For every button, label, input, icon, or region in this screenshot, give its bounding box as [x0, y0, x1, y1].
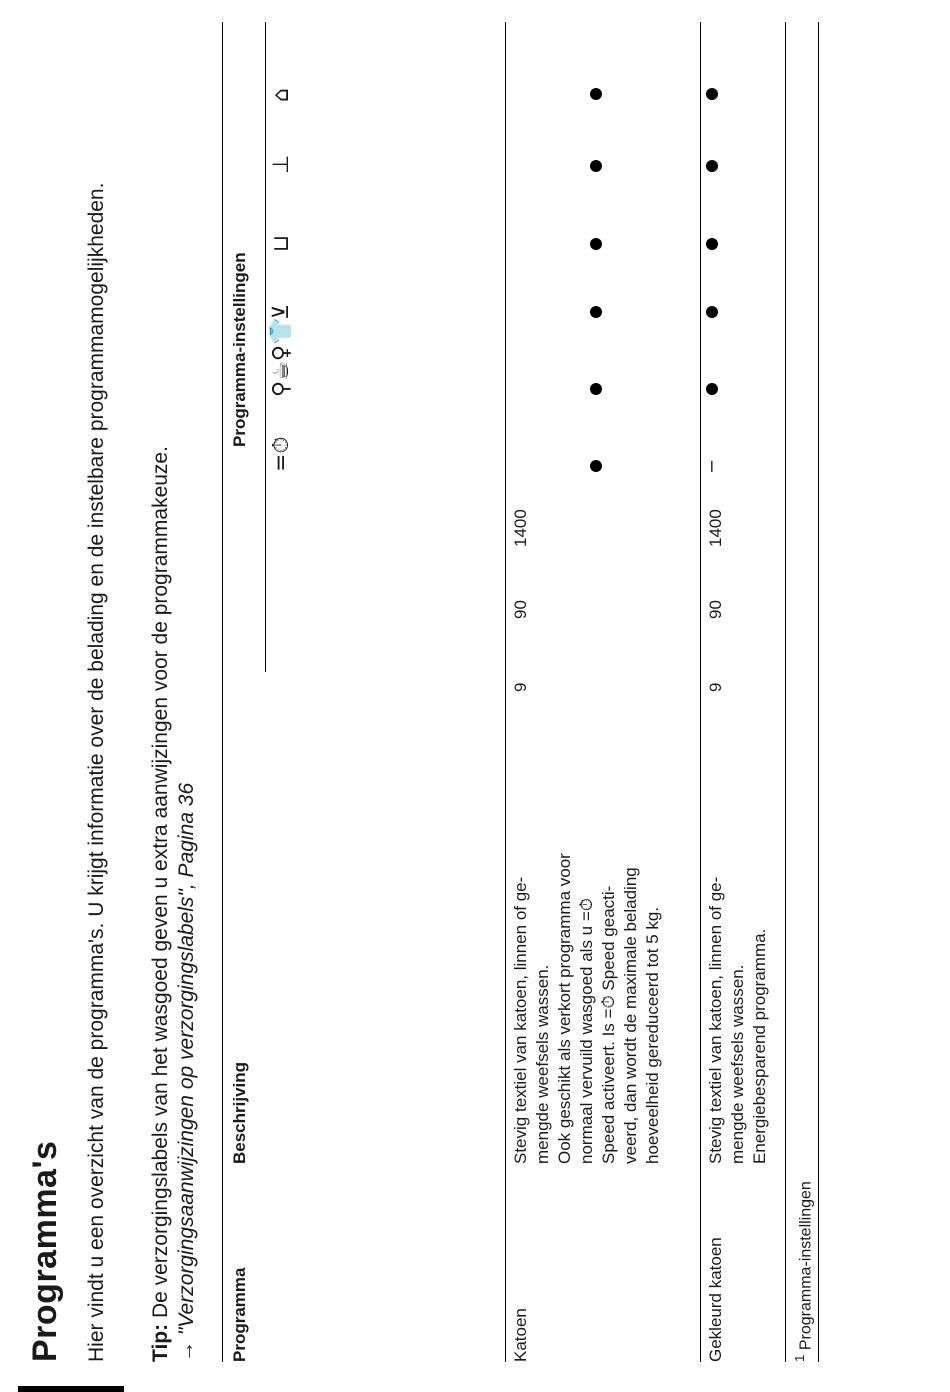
tip-block [148, 446, 200, 1362]
row-1-water-mark [590, 306, 602, 318]
row-1-beschrijving [510, 694, 664, 1164]
row-2-iron-mark [706, 88, 718, 100]
row-1-desc-line: hoeveelheid gereduceerd tot 5 kg. [643, 906, 662, 1164]
stain-prewash-icon: ⚲☕♀👕 [269, 317, 294, 397]
row-2-rinse-mark [706, 238, 718, 250]
row-1-desc-line: veerd, dan wordt de maximale belading [621, 867, 640, 1164]
tip-text: De verzorgingslabels van het wasgoed geven u extra aanwijzingen voor de programmakeuze. [149, 446, 172, 1324]
footnote [792, 1181, 815, 1362]
settings-header-rule [265, 22, 266, 672]
intro-text: Hier vindt u een overzicht van de programma's. U krijgt informatie over de belading en de instelbare programmamogelijkheden. [85, 182, 108, 1362]
row-1-speed-mark [590, 460, 602, 472]
header-beschrijving: Beschrijving [230, 1061, 249, 1164]
footnote-text: Programma-instellingen [797, 1181, 815, 1351]
row-2-beschrijving [705, 694, 771, 1164]
row-1-load: 9 [511, 682, 530, 692]
table-bottom-rule [818, 22, 819, 1362]
row-1-desc-line: Speed activeert. Is =⏱ Speed geacti- [599, 885, 618, 1164]
row-1-desc-line: normaal vervuild wasgoed als u =⏱ [577, 897, 596, 1164]
row-1-spin: 1400 [511, 509, 530, 547]
spin-reduce-icon: ⊥ [269, 154, 294, 174]
easy-iron-icon: ⌂ [269, 88, 294, 102]
extra-water-icon: ⊻ [269, 303, 294, 320]
row-1-desc-line: mengde weefsels wassen. [533, 964, 552, 1164]
row-1-desc-line: Ook geschikt als verkort programma voor [555, 853, 574, 1164]
row-2-water-mark [706, 306, 718, 318]
title-bar [18, 1386, 124, 1392]
footnote-mark: 1 [792, 1354, 807, 1362]
row-2-load: 9 [706, 682, 725, 692]
row-2-stain-mark [706, 383, 718, 395]
row-2-desc-line: Energiebesparend programma. [750, 928, 769, 1164]
row-1-rinse-mark [590, 238, 602, 250]
row-2-spin-mark [706, 160, 718, 172]
row-1-programma: Katoen [511, 1308, 530, 1362]
row-1-stain-mark [590, 383, 602, 395]
row-2-temp: 90 [706, 600, 725, 619]
tip-label: Tip: [149, 1323, 172, 1362]
row-1-desc-line: Stevig textiel van katoen, linnen of ge- [511, 876, 530, 1164]
row-1-spin-mark [590, 160, 602, 172]
row-2-desc-line: Stevig textiel van katoen, linnen of ge- [706, 876, 725, 1164]
row-1-iron-mark [590, 88, 602, 100]
row-2-programma: Gekleurd katoen [706, 1237, 725, 1362]
row-rule-2 [700, 22, 701, 1362]
table-top-rule [222, 22, 223, 1362]
header-instellingen: Programma-instellingen [230, 252, 249, 447]
row-rule-3 [785, 22, 786, 1362]
speed-icon: =⏱ [269, 436, 294, 472]
row-1-temp: 90 [511, 600, 530, 619]
page-title: Programma's [26, 1140, 64, 1362]
arrow-icon: → [175, 1335, 198, 1362]
header-programma: Programma [230, 1267, 249, 1362]
rinse-hold-icon: ⊔ [269, 234, 294, 252]
row-2-spin: 1400 [706, 509, 725, 547]
row-2-speed-mark: – [700, 460, 722, 472]
row-2-desc-line: mengde weefsels wassen. [728, 964, 747, 1164]
row-rule-1 [505, 22, 506, 1362]
tip-link[interactable]: "Verzorgingsaanwijzingen op verzorgingslabels", Pagina 36 [175, 782, 198, 1336]
